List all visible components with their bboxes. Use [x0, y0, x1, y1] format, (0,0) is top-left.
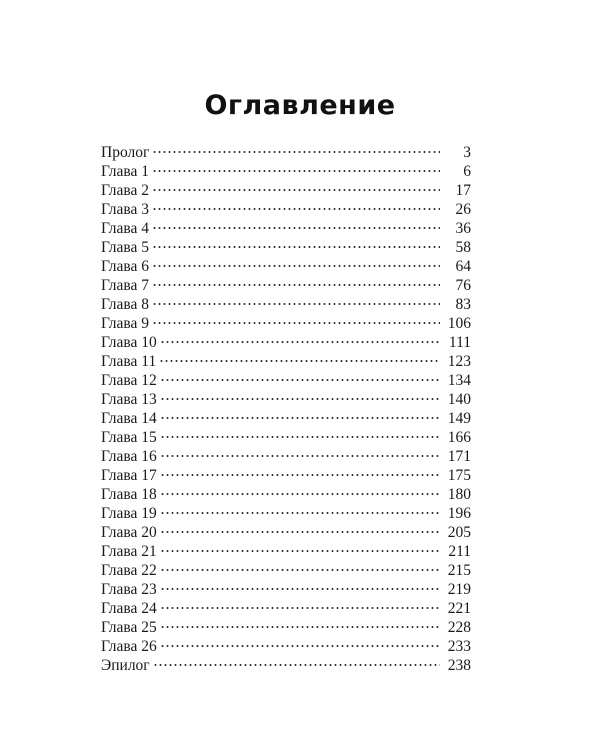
toc-entry-page: 26 [455, 201, 471, 218]
toc-entry-label: Глава 17 [101, 467, 157, 484]
toc-entry[interactable] [101, 485, 471, 504]
toc-entry-label: Глава 8 [101, 296, 150, 313]
toc-entry-page: 123 [447, 353, 471, 370]
dot-leader [160, 549, 440, 553]
toc-entry-page: 76 [455, 277, 471, 294]
dot-leader [152, 321, 440, 325]
toc-entry-label: Глава 3 [101, 201, 150, 218]
dot-leader [160, 492, 440, 496]
toc-entry-label: Глава 16 [101, 448, 157, 465]
toc-entry-page: 211 [448, 543, 471, 560]
toc-entry-page: 175 [447, 467, 471, 484]
dot-leader [160, 625, 440, 629]
toc-entry-page: 205 [447, 524, 471, 541]
dot-leader [160, 340, 440, 344]
toc-entry-label: Глава 10 [101, 334, 157, 351]
toc-entry-label: Глава 9 [101, 315, 150, 332]
dot-leader [159, 359, 440, 363]
toc-entry-label: Глава 18 [101, 486, 157, 503]
toc-entry[interactable] [101, 542, 471, 561]
toc-entry[interactable] [101, 314, 471, 333]
toc-entry-page: 228 [447, 619, 471, 636]
toc-entry-label: Глава 22 [101, 562, 157, 579]
toc-entry-page: 111 [448, 334, 471, 351]
toc-entry-label: Глава 26 [101, 638, 157, 655]
toc-entry-label: Глава 1 [101, 163, 150, 180]
dot-leader [160, 568, 440, 572]
toc-entry-label: Глава 21 [101, 543, 157, 560]
toc-entry[interactable] [101, 618, 471, 637]
page-title: Оглавление [204, 90, 396, 122]
dot-leader [152, 188, 440, 192]
toc-entry-label: Глава 25 [101, 619, 157, 636]
toc-entry-page: 6 [463, 163, 471, 180]
toc-entry-page: 180 [447, 486, 471, 503]
toc-entry[interactable] [101, 409, 471, 428]
toc-entry[interactable] [101, 561, 471, 580]
toc-entry-page: 3 [463, 144, 471, 161]
dot-leader [160, 435, 440, 439]
toc-entry[interactable] [101, 295, 471, 314]
dot-leader [160, 511, 440, 515]
dot-leader [160, 454, 440, 458]
dot-leader [152, 207, 440, 211]
toc-entry-label: Глава 23 [101, 581, 157, 598]
toc-entry-page: 221 [447, 600, 471, 617]
dot-leader [160, 416, 440, 420]
toc-entry[interactable] [101, 200, 471, 219]
toc-entry[interactable] [101, 390, 471, 409]
toc-entry-page: 171 [447, 448, 471, 465]
toc-entry[interactable] [101, 257, 471, 276]
toc-entry-label: Глава 6 [101, 258, 150, 275]
toc-entry-page: 219 [447, 581, 471, 598]
toc-entry-label: Глава 19 [101, 505, 157, 522]
dot-leader [152, 150, 440, 154]
toc-entry-label: Глава 11 [101, 353, 157, 370]
toc-entry[interactable] [101, 352, 471, 371]
toc-entry-page: 196 [447, 505, 471, 522]
toc-entry-label: Эпилог [101, 657, 150, 674]
dot-leader [160, 606, 440, 610]
toc-entry[interactable] [101, 276, 471, 295]
toc-entry[interactable] [101, 219, 471, 238]
toc-entry-page: 17 [455, 182, 471, 199]
dot-leader [153, 663, 440, 667]
dot-leader [160, 644, 440, 648]
toc-entry[interactable] [101, 599, 471, 618]
toc-entry-label: Глава 20 [101, 524, 157, 541]
toc-entry[interactable] [101, 333, 471, 352]
dot-leader [160, 397, 440, 401]
toc-entry-page: 58 [455, 239, 471, 256]
toc-entry[interactable] [101, 162, 471, 181]
toc-entry[interactable] [101, 371, 471, 390]
dot-leader [160, 473, 440, 477]
dot-leader [152, 283, 440, 287]
toc-entry[interactable] [101, 637, 471, 656]
toc-entry-label: Глава 5 [101, 239, 150, 256]
toc-entry-page: 64 [455, 258, 471, 275]
toc-entry[interactable] [101, 523, 471, 542]
toc-entry-label: Пролог [101, 144, 150, 161]
toc-entry-page: 83 [455, 296, 471, 313]
toc-entry-label: Глава 14 [101, 410, 157, 427]
toc-entry[interactable] [101, 656, 471, 675]
dot-leader [152, 169, 440, 173]
toc-entry-label: Глава 15 [101, 429, 157, 446]
toc-entry[interactable] [101, 143, 471, 162]
toc-entry-label: Глава 24 [101, 600, 157, 617]
toc-entry-page: 238 [447, 657, 471, 674]
toc-entry-page: 166 [447, 429, 471, 446]
toc-entry[interactable] [101, 580, 471, 599]
dot-leader [160, 530, 440, 534]
dot-leader [152, 264, 440, 268]
toc-entry[interactable] [101, 466, 471, 485]
toc-entry-label: Глава 12 [101, 372, 157, 389]
toc-entry-label: Глава 7 [101, 277, 150, 294]
toc-entry-page: 233 [447, 638, 471, 655]
toc-entry-page: 140 [447, 391, 471, 408]
dot-leader [152, 226, 440, 230]
toc-entry-page: 134 [447, 372, 471, 389]
dot-leader [160, 378, 440, 382]
toc-entry-label: Глава 4 [101, 220, 150, 237]
toc-entry-page: 106 [447, 315, 471, 332]
toc-entry[interactable] [101, 238, 471, 257]
dot-leader [160, 587, 440, 591]
toc-entry-page: 215 [447, 562, 471, 579]
dot-leader [152, 245, 440, 249]
toc-entry[interactable] [101, 504, 471, 523]
toc-entry[interactable] [101, 447, 471, 466]
toc-entry-label: Глава 2 [101, 182, 150, 199]
toc-entry[interactable] [101, 428, 471, 447]
toc-entry[interactable] [101, 181, 471, 200]
table-of-contents [101, 143, 471, 675]
dot-leader [152, 302, 440, 306]
toc-entry-label: Глава 13 [101, 391, 157, 408]
toc-entry-page: 36 [455, 220, 471, 237]
toc-entry-page: 149 [447, 410, 471, 427]
